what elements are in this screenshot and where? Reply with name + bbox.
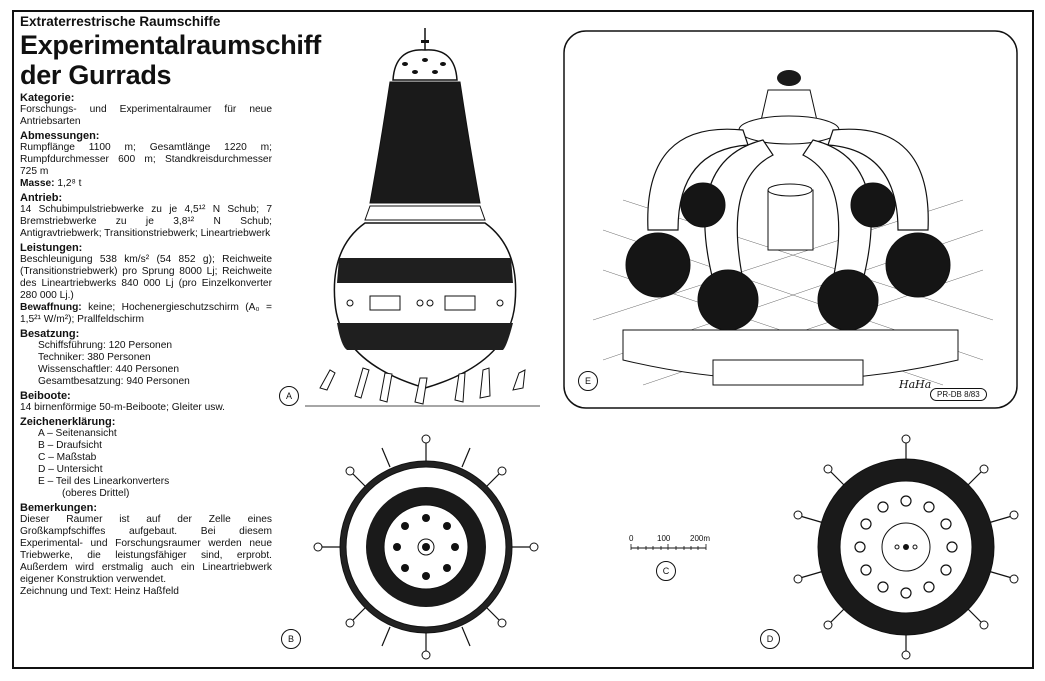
besatzung-row: Techniker: 380 Personen [38,352,151,363]
label-c: C [656,561,676,581]
legend-item: E – Teil des Linearkonverters [38,476,170,487]
besatzung-row: Gesamtbesatzung: 940 Personen [38,376,190,387]
scale-tick-100: 100 [657,534,671,543]
leistungen-heading: Leistungen: [20,242,83,254]
beiboote-text: 14 birnenförmige 50-m-Beiboote; Gleiter usw. [20,402,225,413]
bottom-view-drawing [792,433,1020,661]
label-b: B [281,629,301,649]
label-e: E [578,371,598,391]
besatzung-heading: Besatzung: [20,328,80,340]
scale-tick-200: 200m [690,534,711,543]
label-a: A [279,386,299,406]
legend-subnote: (oberes Drittel) [62,488,130,499]
series-title: Extraterrestrische Raumschiffe [20,14,221,29]
page-title-line2: der Gurrads [20,60,172,90]
page-title: Experimentalraumschiff [20,30,321,60]
abmessungen-heading: Abmessungen: [20,130,100,142]
antrieb-heading: Antrieb: [20,192,63,204]
legend-item: D – Untersicht [38,464,103,475]
label-d: D [760,629,780,649]
masse-heading: Masse: [20,178,55,189]
legend-item: B – Draufsicht [38,440,102,451]
signature: HaHa [899,378,932,391]
info-column [20,14,321,598]
masse-row [20,178,272,190]
archive-stamp: PR-DB 8/83 [930,388,987,401]
side-view-drawing [275,28,555,423]
converter-perspective-drawing [563,30,1018,410]
top-view-drawing [312,433,540,661]
kategorie-heading: Kategorie: [20,92,75,104]
besatzung-row: Schiffsführung: 120 Personen [38,340,173,351]
bemerkungen-text: Dieser Raumer ist auf der Zelle eines Großkampfschiffes aufgebaut. Bei diesem Experimental- und Forschungsraumer werden neue Triebwerke, die leistungsfähiger sind, erprobt. Außerdem wird erstmalig auch ein Lineartriebwerk eigener Konstruktion verwendet. [20,514,272,585]
beiboote-heading: Beiboote: [20,390,71,402]
antrieb-text: 14 Schubimpulstriebwerke zu je 4,5¹² N Schub; 7 Bremstriebwerke zu je 3,8¹² N Schub; Antigravtriebwerk; Transitionstriebwerk; Lineartriebwerk [20,204,272,239]
bemerkungen-heading: Bemerkungen: [20,502,98,514]
bewaffnung-row [20,302,272,326]
abmessungen-text: Rumpflänge 1100 m; Gesamtlänge 1220 m; Rumpfdurchmesser 600 m; Standkreisdurchmesser 725 m [20,142,272,177]
besatzung-row: Wissenschaftler: 440 Personen [38,364,179,375]
legend-item: C – Maßstab [38,452,97,463]
scale-tick-0: 0 [629,534,634,543]
zeichen-heading: Zeichenerklärung: [20,416,116,428]
bewaffnung-text: keine; Hochenergieschutzschirm (A₀ = 1,5²¹ W/m²); Prallfeldschirm [20,302,272,325]
bewaffnung-heading: Bewaffnung: [20,302,82,313]
kategorie-text: Forschungs- und Experimentalraumer für neue Antriebsarten [20,104,272,127]
masse-text: 1,2⁸ t [57,178,82,189]
legend-item: A – Seitenansicht [38,428,117,439]
credit-text: Zeichnung und Text: Heinz Haßfeld [20,586,179,597]
leistungen-text: Beschleunigung 538 km/s² (54 852 g); Reichweite (Transitionstriebwerk) pro Sprung 8000 Lj; Reichweite des Lineartriebwerks 840 000 Lj (pro Einzelkonverter 280 000 Lj.) [20,254,272,301]
